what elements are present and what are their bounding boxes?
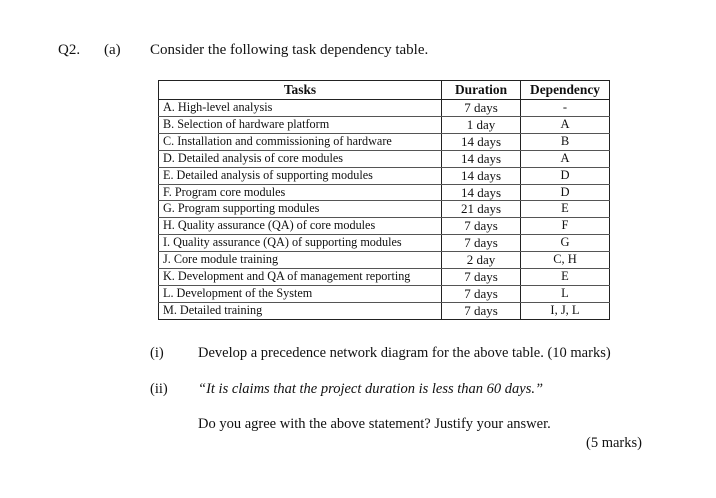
table-row	[159, 100, 610, 117]
table-row	[159, 302, 610, 319]
task-duration: 7 days	[442, 100, 521, 117]
task-dependency-table	[158, 80, 610, 320]
task-duration: 14 days	[442, 150, 521, 167]
task-dependency: E	[521, 269, 610, 286]
task-duration: 7 days	[442, 235, 521, 252]
task-name: I. Quality assurance (QA) of supporting modules	[159, 235, 442, 252]
subquestion-ii-text: Do you agree with the above statement? Justify your answer.	[198, 416, 551, 432]
task-name: B. Selection of hardware platform	[159, 116, 442, 133]
task-dependency: D	[521, 184, 610, 201]
task-duration: 7 days	[442, 285, 521, 302]
table-header-row	[159, 81, 610, 100]
table-row	[159, 116, 610, 133]
task-name: F. Program core modules	[159, 184, 442, 201]
task-name: H. Quality assurance (QA) of core modules	[159, 218, 442, 235]
task-duration: 7 days	[442, 218, 521, 235]
task-dependency: A	[521, 116, 610, 133]
task-dependency: C, H	[521, 252, 610, 269]
table-row	[159, 285, 610, 302]
task-name: D. Detailed analysis of core modules	[159, 150, 442, 167]
task-dependency: D	[521, 167, 610, 184]
table-row	[159, 150, 610, 167]
task-dependency: A	[521, 150, 610, 167]
table-row	[159, 252, 610, 269]
subquestion-i-text: Develop a precedence network diagram for the above table. (10 marks)	[198, 345, 611, 361]
header-dependency: Dependency	[521, 81, 610, 100]
table-row	[159, 133, 610, 150]
question-part-label: (a)	[104, 42, 121, 58]
table-row	[159, 184, 610, 201]
subquestion-i-number: (i)	[150, 345, 164, 361]
task-duration: 2 day	[442, 252, 521, 269]
task-name: A. High-level analysis	[159, 100, 442, 117]
header-tasks: Tasks	[159, 81, 442, 100]
task-dependency: B	[521, 133, 610, 150]
task-dependency: F	[521, 218, 610, 235]
task-dependency: I, J, L	[521, 302, 610, 319]
task-dependency: -	[521, 100, 610, 117]
task-duration: 7 days	[442, 269, 521, 286]
question-intro: Consider the following task dependency table.	[150, 42, 429, 58]
subquestion-ii-marks: (5 marks)	[586, 435, 642, 451]
table-row	[159, 269, 610, 286]
task-name: M. Detailed training	[159, 302, 442, 319]
table-row	[159, 201, 610, 218]
task-duration: 14 days	[442, 133, 521, 150]
task-name: E. Detailed analysis of supporting modules	[159, 167, 442, 184]
task-dependency: L	[521, 285, 610, 302]
task-duration: 21 days	[442, 201, 521, 218]
table-row	[159, 235, 610, 252]
task-duration: 14 days	[442, 184, 521, 201]
subquestion-ii-number: (ii)	[150, 381, 168, 397]
question-number: Q2.	[58, 42, 81, 58]
task-name: L. Development of the System	[159, 285, 442, 302]
task-dependency: E	[521, 201, 610, 218]
task-name: J. Core module training	[159, 252, 442, 269]
task-duration: 7 days	[442, 302, 521, 319]
task-name: C. Installation and commissioning of hardware	[159, 133, 442, 150]
task-duration: 14 days	[442, 167, 521, 184]
task-name: K. Development and QA of management reporting	[159, 269, 442, 286]
table-row	[159, 218, 610, 235]
header-duration: Duration	[442, 81, 521, 100]
table-row	[159, 167, 610, 184]
task-duration: 1 day	[442, 116, 521, 133]
subquestion-ii-quote: “It is claims that the project duration is less than 60 days.”	[198, 381, 544, 397]
task-name: G. Program supporting modules	[159, 201, 442, 218]
task-dependency: G	[521, 235, 610, 252]
